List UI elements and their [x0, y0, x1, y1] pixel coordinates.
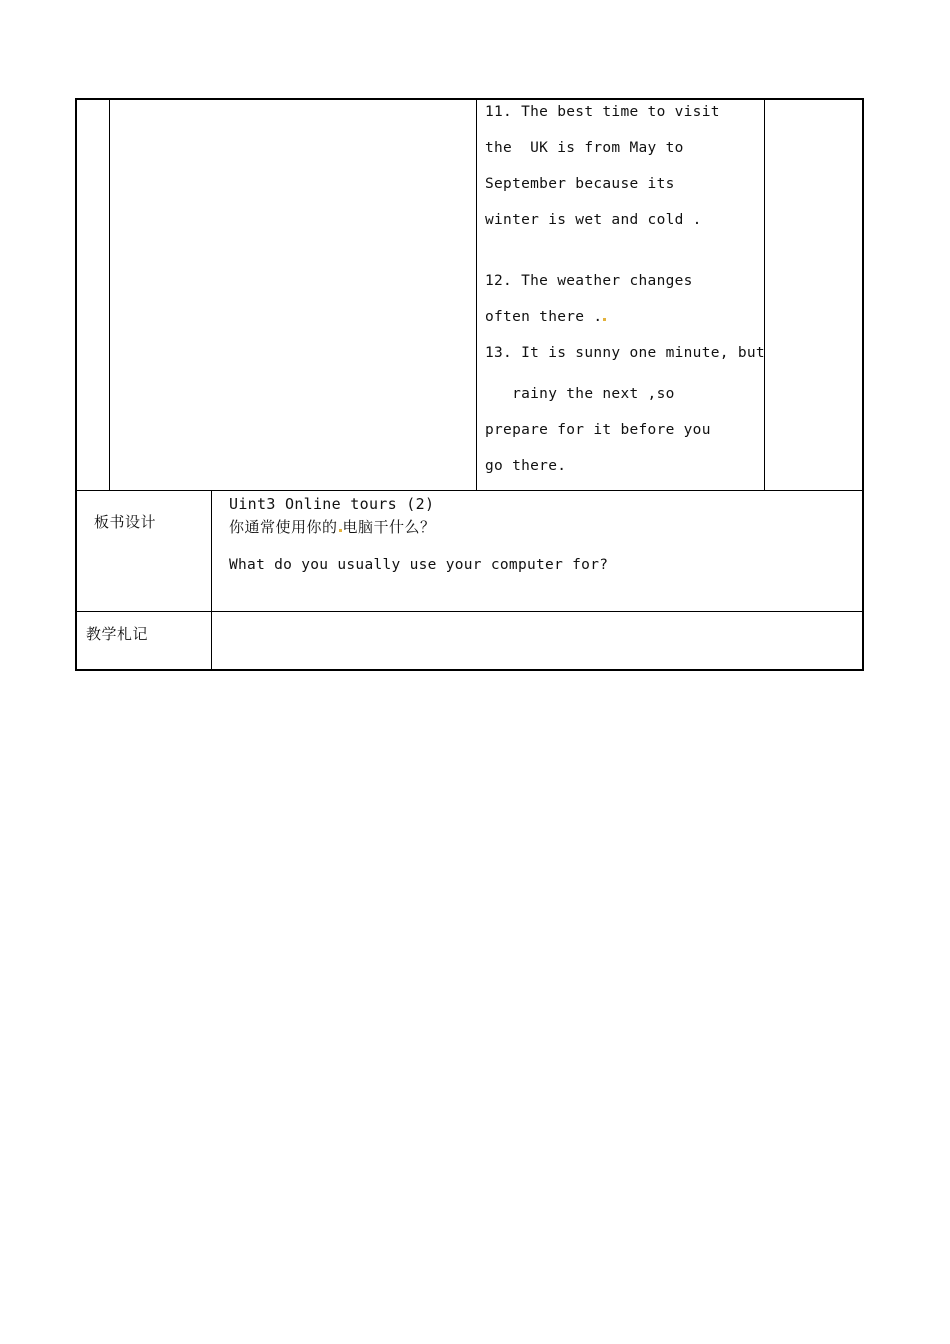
table-bottom-border [75, 669, 864, 671]
upper-col-divider-1 [109, 98, 110, 491]
vocab-line-6 [485, 310, 606, 325]
teaching-notes-label: 教学札记 [86, 625, 149, 643]
board-design-label: 板书设计 [94, 513, 157, 531]
vocab-line-8: rainy the next ,so [485, 386, 675, 402]
question-cn-part2: 电脑干什么？ [342, 518, 436, 536]
upper-col-divider-2 [476, 98, 477, 491]
board-design-title: Uint3 Online tours (2) [229, 495, 435, 513]
board-design-question-en: What do you usually use your computer for? [229, 557, 609, 573]
upper-col-divider-3 [764, 98, 765, 491]
table-right-border [862, 98, 864, 671]
row-divider-1 [76, 490, 863, 491]
vocab-line-2: the UK is from May to [485, 140, 684, 156]
lower-col-divider [211, 490, 212, 670]
vocab-line-9: prepare for it before you [485, 422, 711, 438]
table-left-border [75, 98, 77, 671]
vocab-line-1: 11. The best time to visit [485, 104, 720, 120]
table-top-border [76, 98, 864, 100]
vocab-line-10: go there. [485, 458, 567, 474]
vocab-line-5: 12. The weather changes [485, 273, 693, 289]
question-cn-part1: 你通常使用你的 [229, 518, 338, 536]
vocab-line-4: winter is wet and cold . [485, 212, 702, 228]
vocab-line-3: September because its [485, 176, 675, 192]
vocab-line-7: 13. It is sunny one minute, but [485, 345, 765, 361]
row-divider-2 [76, 611, 863, 612]
edit-mark-dot [603, 318, 606, 321]
edit-mark-dot-2 [339, 529, 342, 532]
board-design-question-cn [229, 520, 436, 535]
vocab-line-6-text: often there . [485, 309, 603, 325]
